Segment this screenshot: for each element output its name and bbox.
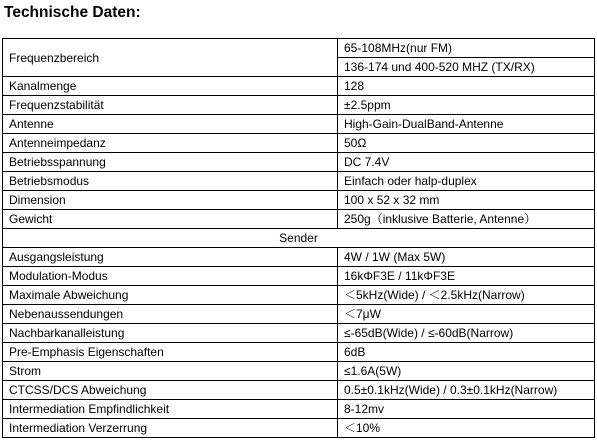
table-row: [3, 267, 595, 286]
table-row: [3, 362, 595, 381]
page-title: Technische Daten:: [4, 4, 141, 21]
table-row: [3, 248, 595, 267]
spec-value: ＜7μW: [338, 305, 595, 324]
spec-value: ≤1.6A(5W): [338, 362, 595, 381]
table-row: [3, 77, 595, 96]
spec-value: 250g（inklusive Batterie, Antenne）: [338, 210, 595, 229]
spec-value: 0.5±0.1kHz(Wide) / 0.3±0.1kHz(Narrow): [338, 381, 595, 400]
section-row: [3, 229, 595, 248]
section-heading: Sender: [3, 229, 595, 248]
table-row: [3, 286, 595, 305]
spec-label: Kanalmenge: [3, 77, 338, 96]
table-row: [3, 343, 595, 362]
spec-value: ≤-65dB(Wide) / ≤-60dB(Narrow): [338, 324, 595, 343]
spec-label: Ausgangsleistung: [3, 248, 338, 267]
table-row: [3, 400, 595, 419]
spec-value: 65-108MHz(nur FM): [338, 39, 595, 58]
spec-value: 100 x 52 x 32 mm: [338, 191, 595, 210]
spec-value: High-Gain-DualBand-Antenne: [338, 115, 595, 134]
spec-value: ＜5kHz(Wide) / ＜2.5kHz(Narrow): [338, 286, 595, 305]
spec-value: DC 7.4V: [338, 153, 595, 172]
table-row: [3, 305, 595, 324]
spec-value: 6dB: [338, 343, 595, 362]
spec-label: Nebenaussendungen: [3, 305, 338, 324]
spec-label: CTCSS/DCS Abweichung: [3, 381, 338, 400]
table-row: [3, 115, 595, 134]
spec-value: Einfach oder halp-duplex: [338, 172, 595, 191]
spec-value: 136-174 und 400-520 MHZ (TX/RX): [338, 58, 595, 77]
spec-value: 8-12mv: [338, 400, 595, 419]
spec-label: Modulation-Modus: [3, 267, 338, 286]
spec-label: Frequenzstabilität: [3, 96, 338, 115]
spec-value: ＜10%: [338, 419, 595, 438]
table-row: [3, 191, 595, 210]
spec-label: Gewicht: [3, 210, 338, 229]
table-row: [3, 324, 595, 343]
table-row: [3, 172, 595, 191]
table-row: [3, 96, 595, 115]
table-row: [3, 134, 595, 153]
spec-label: Betriebsmodus: [3, 172, 338, 191]
spec-value: 128: [338, 77, 595, 96]
table-row: [3, 210, 595, 229]
spec-value: 50Ω: [338, 134, 595, 153]
specs-table: [2, 38, 595, 438]
spec-label: Nachbarkanalleistung: [3, 324, 338, 343]
spec-label: Antenne: [3, 115, 338, 134]
spec-label: Frequenzbereich: [3, 39, 338, 77]
table-row: [3, 419, 595, 438]
table-row: [3, 153, 595, 172]
table-row: [3, 39, 595, 58]
spec-label: Dimension: [3, 191, 338, 210]
spec-label: Intermediation Empfindlichkeit: [3, 400, 338, 419]
spec-label: Betriebsspannung: [3, 153, 338, 172]
spec-label: Antenneimpedanz: [3, 134, 338, 153]
spec-value: 4W / 1W (Max 5W): [338, 248, 595, 267]
spec-value: ±2.5ppm: [338, 96, 595, 115]
spec-value: 16kΦF3E / 11kΦF3E: [338, 267, 595, 286]
spec-label: Pre-Emphasis Eigenschaften: [3, 343, 338, 362]
spec-label: Strom: [3, 362, 338, 381]
table-row: [3, 381, 595, 400]
spec-label: Maximale Abweichung: [3, 286, 338, 305]
spec-label: Intermediation Verzerrung: [3, 419, 338, 438]
